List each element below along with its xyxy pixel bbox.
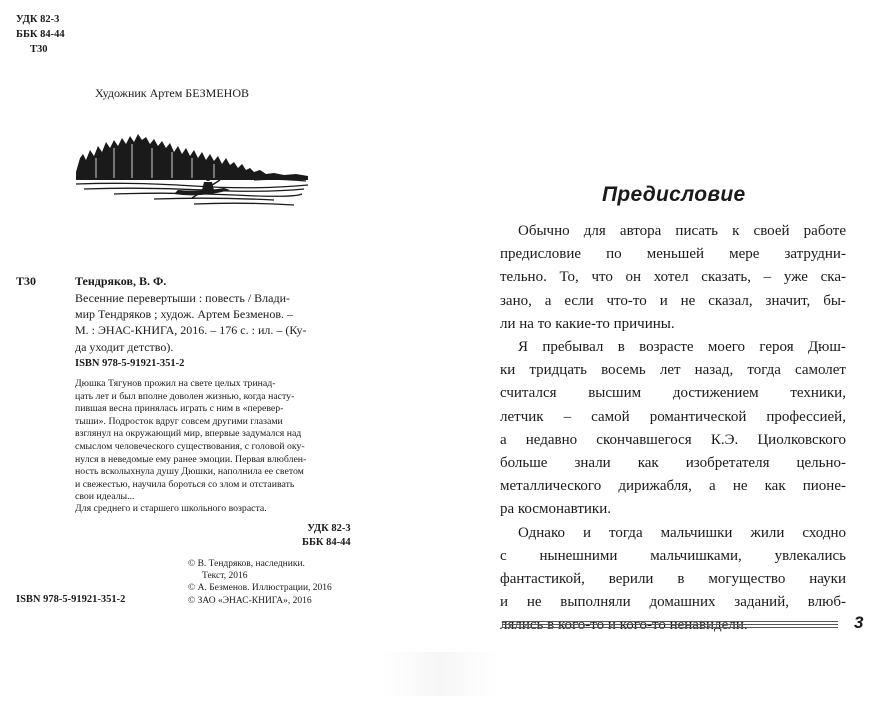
classification-codes-top (16, 12, 65, 57)
text-line: ра космонавтики. (500, 501, 611, 518)
annotation (75, 378, 361, 504)
page-gutter-shadow (380, 652, 500, 696)
text-line: ки тридцать восемь лет назад, тогда самолет (500, 362, 846, 379)
text-line: лялись в кого-то и кого-то ненавидели. (500, 617, 748, 634)
udk-code: УДК 82-3 (307, 523, 351, 534)
annotation-line: тыши». Подросток вдруг совсем другими глазами (75, 415, 283, 427)
annotation-line: смыслом человеческого существования, с головой оку- (75, 440, 305, 452)
text-line: тельно. То, что он хотел сказать, – уже ска- (500, 269, 846, 286)
text-line: Однако и тогда мальчишки жили сходно (518, 524, 846, 541)
annotation-line: цать лет и был вполне доволен жизнью, когда насту- (75, 390, 295, 402)
author-mark-catalog: Т30 (16, 274, 37, 288)
annotation-line: нулся в неведомые ему ранее эмоции. Первая влюблен- (75, 453, 307, 465)
copyright-block (188, 558, 332, 607)
text-line: Я пребывал в возрасте моего героя Дюш- (518, 339, 846, 356)
page-title: Предисловие (602, 183, 746, 206)
annotation-line: пившая весна принялась играть с ним в «перевер- (75, 403, 284, 415)
copyright-line: © А. Безменов. Иллюстрации, 2016 (188, 583, 332, 594)
text-line: предисловие по меньшей мере затрудни- (500, 246, 846, 263)
author-mark: Т30 (30, 44, 48, 55)
text-line: и не выполняли домашних заданий, влюб- (500, 594, 846, 611)
isbn: ISBN 978-5-91921-351-2 (75, 358, 185, 369)
annotation-line: и свежестью, научила бороться со злом и отстаивать (75, 478, 295, 490)
text-line: летчик – самой романтической профессией, (500, 408, 846, 425)
classification-codes-bottom (302, 522, 351, 550)
artist-credit: Художник Артем БЕЗМЕНОВ (95, 86, 250, 100)
text-line: металлического дирижабля, а не как пионе- (500, 478, 846, 495)
annotation-line: взглянул на окружающий мир, впервые задумался над (75, 428, 302, 440)
copyright-line: © В. Тендряков, наследники. (188, 559, 305, 569)
biblio-line: Весенние перевертыши : повесть / Влади- (75, 291, 291, 305)
footer-rule (502, 621, 838, 629)
text-line: Обычно для автора писать к своей работе (518, 223, 846, 239)
text-line: ли на то какие-то причины. (500, 315, 675, 332)
copyright-line: © ЗАО «ЭНАС-КНИГА», 2016 (188, 595, 312, 606)
right-page (442, 0, 884, 706)
preface-text (500, 220, 846, 638)
bbk-code: ББК 84-44 (16, 29, 65, 40)
bbk-code: ББК 84-44 (302, 537, 351, 548)
audience-note: Для среднего и старшего школьного возраста. (75, 503, 267, 514)
annotation-line: Дюшка Тягунов прожил на свете целых тринад- (75, 378, 276, 389)
page-number: 3 (854, 613, 864, 632)
text-line: фантастикой, верили в могущество науки (500, 571, 846, 588)
boat-landscape-illustration (74, 128, 310, 212)
copyright-line: Текст, 2016 (202, 571, 248, 582)
text-line: с нынешними мальчишками, увлекались (500, 547, 846, 564)
biblio-line: да уходит детство). (75, 339, 174, 354)
text-line: а недавно скончавшегося К.Э. Циолковского (500, 431, 846, 448)
annotation-line: ность всколыхнула душу Дюшки, наполнила ее светом (75, 466, 304, 478)
text-line: зано, а если что-то и не сказал, значит, бы- (500, 292, 846, 309)
udk-code: УДК 82-3 (16, 14, 60, 25)
text-line: считался высшим достижением техники, (500, 385, 846, 402)
annotation-line: свои идеалы... (75, 491, 135, 503)
biblio-line: М. : ЭНАС-КНИГА, 2016. – 176 с. : ил. – (Ку- (75, 323, 307, 338)
isbn-bottom: ISBN 978-5-91921-351-2 (16, 594, 126, 605)
text-line: больше знали как изобретателя цельно- (500, 455, 846, 472)
bibliographic-description (75, 290, 361, 355)
author-name: Тендряков, В. Ф. (75, 274, 167, 288)
biblio-line: мир Тендряков ; худож. Артем Безменов. – (75, 307, 293, 322)
